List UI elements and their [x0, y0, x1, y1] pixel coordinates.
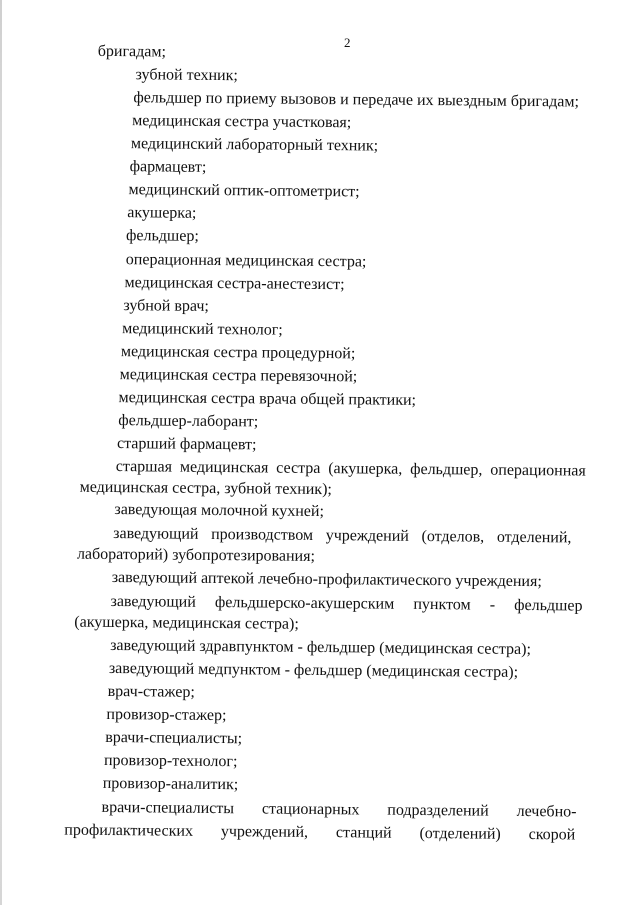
list-item-justified	[101, 798, 576, 823]
word: -	[489, 596, 496, 614]
word: (акушерка,	[328, 460, 403, 478]
list-item: медицинская сестра процедурной;	[120, 343, 356, 363]
word: отделений,	[496, 528, 572, 547]
word: пунктом	[413, 595, 471, 614]
word: фельдшерско-акушерским	[214, 593, 395, 613]
word: станций	[335, 824, 392, 842]
word: фельдшер,	[410, 460, 483, 479]
word: стационарных	[261, 800, 360, 819]
list-item: медицинская сестра-анестезист;	[124, 274, 345, 294]
list-item: старший фармацевт;	[116, 435, 257, 454]
list-item: заведующая молочной кухней;	[114, 501, 325, 521]
word: заведующий	[110, 592, 196, 611]
page-number: 2	[344, 35, 351, 50]
list-item: провизор-стажер;	[106, 705, 227, 725]
word: операционная	[490, 461, 586, 480]
word: фельдшер	[514, 596, 583, 615]
list-item: медицинская сестра участковая;	[132, 112, 352, 132]
list-item-continuation: медицинская сестра, зубной техник);	[79, 478, 332, 499]
list-item: врачи-специалисты;	[105, 728, 243, 748]
text-line: бригадам;	[97, 42, 167, 61]
word: медицинская	[179, 458, 269, 477]
list-item: зубной техник;	[135, 66, 238, 85]
word: скорой	[528, 826, 576, 844]
list-item-continuation: (акушерка, медицинская сестра);	[74, 613, 299, 633]
list-item: провизор-технолог;	[103, 751, 238, 771]
list-item: медицинский лабораторный техник;	[130, 135, 379, 155]
word: (отделов,	[421, 527, 485, 546]
word: производством	[211, 525, 314, 544]
word: лечебно-	[516, 802, 577, 821]
list-item: акушерка;	[127, 204, 197, 222]
word: профилактических	[64, 821, 194, 840]
word: сестра	[276, 459, 321, 478]
list-item: провизор-аналитик;	[102, 774, 239, 794]
list-item: медицинская сестра врача общей практики;	[118, 389, 417, 409]
list-item: медицинский технолог;	[122, 320, 283, 339]
word: учреждений	[325, 527, 409, 545]
list-item: фельдшер по приему вызовов и передаче их выездным бригадам;	[133, 89, 580, 111]
word: подразделений	[387, 801, 489, 820]
word: (отделений)	[419, 824, 501, 843]
list-item: зубной врач;	[123, 297, 210, 315]
list-item: заведующий аптекой лечебно-профилактического учреждения;	[111, 569, 542, 591]
list-item: медицинский оптик-оптометрист;	[128, 181, 360, 201]
word: учреждений,	[220, 823, 309, 841]
word: заведующий	[113, 525, 199, 543]
word: старшая	[115, 458, 173, 476]
list-item: заведующий медпунктом - фельдшер (медицинская сестра);	[108, 659, 519, 681]
list-item: фельдшер-лаборант;	[118, 412, 259, 431]
list-item: врач-стажер;	[107, 682, 195, 701]
list-item: медицинская сестра перевязочной;	[119, 366, 358, 386]
list-item: заведующий здравпунктом - фельдшер (медицинская сестра);	[110, 636, 532, 659]
list-item: фельдшер;	[125, 227, 199, 245]
list-item-justified	[64, 821, 575, 846]
list-item: фармацевт;	[129, 158, 207, 176]
list-item: операционная медицинская сестра;	[125, 251, 367, 271]
list-item-continuation: лабораторий) зубопротезирования;	[76, 545, 316, 565]
word: врачи-специалисты	[101, 798, 235, 818]
